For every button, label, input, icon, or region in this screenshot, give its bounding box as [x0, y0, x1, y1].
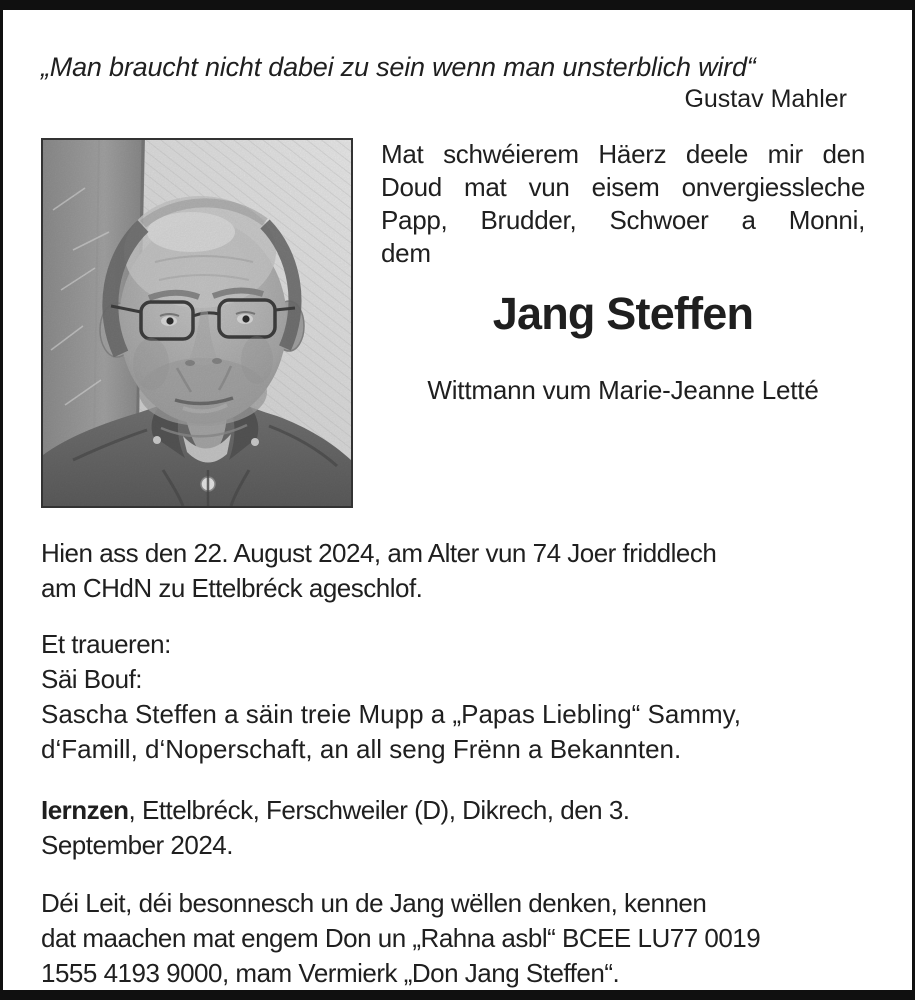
mourners-line: Säi Bouf: [41, 664, 143, 694]
intro-line: dem [381, 238, 431, 268]
death-details-line: am CHdN zu Ettelbréck ageschlof. [41, 573, 423, 603]
mourners-list [41, 627, 865, 767]
places-and-date [41, 793, 865, 863]
mourners-line: Sascha Steffen a säin treie Mupp a „Papas Liebling“ Sammy, [41, 699, 741, 729]
intro-column [353, 138, 865, 405]
donation-line: 1555 4193 9000, mam Vermierk „Don Jang Steffen“. [41, 958, 620, 988]
donation-note [41, 886, 865, 991]
places-rest: , Ettelbréck, Ferschweiler (D), Dikrech, den 3. [128, 795, 630, 825]
death-details-line: Hien ass den 22. August 2024, am Alter vun 74 Joer friddlech [41, 538, 717, 568]
photo-and-intro-row [41, 138, 865, 508]
deceased-relation: Wittmann vum Marie-Jeanne Letté [427, 375, 819, 405]
intro-line: Papp, Brudder, Schwoer a Monni, [381, 205, 865, 235]
place-lead: Iernzen [41, 795, 129, 825]
portrait-photo [41, 138, 353, 508]
mourners-heading: Et traueren: [41, 629, 171, 659]
places-line: September 2024. [41, 830, 233, 860]
intro-line: Mat schwéierem Häerz deele mir den [381, 139, 865, 169]
death-details [41, 536, 865, 606]
mourners-line: d‘Famill, d‘Noperschaft, an all seng Frënn a Bekannten. [41, 734, 682, 764]
deceased-name: Jang Steffen [492, 288, 754, 339]
intro-line: Doud mat vun eisem onvergiessleche [381, 172, 865, 202]
epigraph-author: Gustav Mahler [684, 85, 847, 113]
donation-line: dat maachen mat engem Don un „Rahna asbl“ BCEE LU77 0019 [41, 923, 761, 953]
epigraph-quote: „Man braucht nicht dabei zu sein wenn man unsterblich wird“ [41, 52, 756, 82]
portrait-illustration [43, 140, 351, 506]
places-line [41, 793, 865, 828]
epigraph [41, 50, 865, 114]
donation-line: Déi Leit, déi besonnesch un de Jang wëllen denken, kennen [41, 888, 707, 918]
